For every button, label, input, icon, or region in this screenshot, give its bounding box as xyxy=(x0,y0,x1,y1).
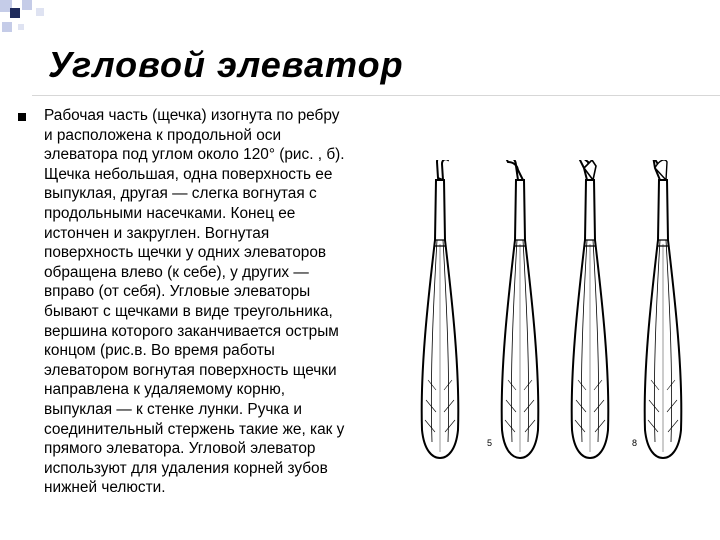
elevator-illustration xyxy=(405,160,710,460)
elevator-instrument-3 xyxy=(572,160,609,458)
slide-body-text: Рабочая часть (щечка) изогнута по ребру и расположена к продольной оси элеватора под углом около 120° (рис. , б). Щечка небольшая, одна поверхность ее выпуклая, другая — слегка вогнутая с продольными насечками. Конец ее истончен и закруглен. Вогнутая поверхность щечки у одних элеваторов обращена влево (к себе), у других — вправо (от себя). Угловые элеваторы бывают с щечками в виде треугольника, вершина которого заканчивается острым концом (рис.в. Во время работы элеватором вогнутая поверхность щечки направлена к удаляемому корню, выпуклая — к стенке лунки. Ручка и соединительный стержень такие же, как у прямого элеватора. Угловой элеватор используют для удаления корней зубов нижней челюсти. xyxy=(44,107,345,497)
elevator-instrument-4 xyxy=(645,160,682,458)
elevator-instrument-1 xyxy=(422,160,459,458)
figure-label-a: 5 xyxy=(487,438,493,448)
elevator-instrument-2 xyxy=(502,160,539,458)
bullet-marker xyxy=(18,113,26,121)
corner-decoration xyxy=(0,0,60,40)
figure-label-b: 8 xyxy=(632,438,638,448)
title-divider xyxy=(32,95,720,96)
slide-title: Угловой элеватор xyxy=(48,44,404,85)
